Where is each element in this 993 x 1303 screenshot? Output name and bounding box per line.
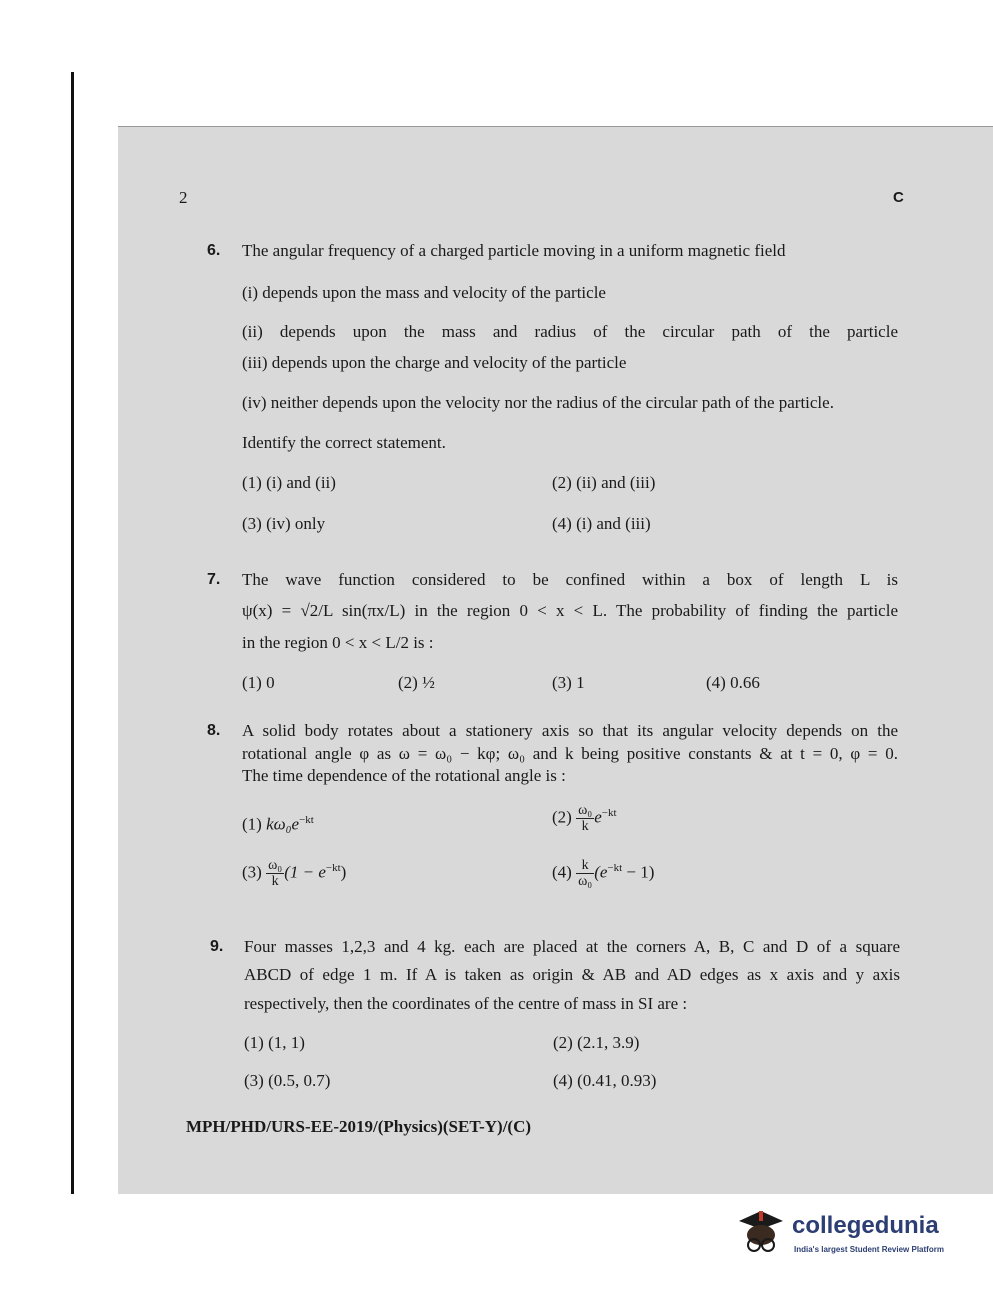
option-1: (1) 0: [242, 673, 275, 692]
option-expression: e: [594, 807, 602, 827]
question-line-2: ABCD of edge 1 m. If A is taken as origin & AB and AD edges as x axis and y axis: [244, 965, 900, 984]
option-1: (1) (i) and (ii): [242, 473, 336, 492]
question-number: 8.: [207, 722, 221, 739]
option-3: [242, 858, 346, 889]
option-2: (2) (ii) and (iii): [552, 473, 656, 492]
statement-ii: (ii) depends upon the mass and radius of the circular path of the particle: [242, 322, 898, 341]
question-line-3: in the region 0 < x < L/2 is :: [242, 633, 434, 652]
set-code: C: [893, 189, 904, 206]
fraction: [576, 803, 594, 834]
option-expression: (1 − e: [284, 862, 326, 882]
option-3: (3) (iv) only: [242, 514, 326, 533]
exponent: −kt: [325, 862, 341, 874]
option-2: (2) ½: [398, 673, 435, 692]
option-4: (4) 0.66: [706, 673, 760, 692]
option-1: (1) (1, 1): [244, 1033, 305, 1052]
option-expression: (e: [594, 862, 608, 882]
option-2: (2) (2.1, 3.9): [553, 1033, 640, 1052]
statement-iii: (iii) depends upon the charge and velocity of the particle: [242, 353, 627, 372]
fraction: [266, 858, 284, 889]
option-label: (2): [552, 807, 572, 827]
option-3: (3) (0.5, 0.7): [244, 1071, 331, 1090]
paper-code-footer: MPH/PHD/URS-EE-2019/(Physics)(SET-Y)/(C): [186, 1117, 532, 1136]
collegedunia-logo-icon: [735, 1207, 787, 1255]
option-4: (4) (0.41, 0.93): [553, 1071, 657, 1090]
denominator: ω₀: [578, 874, 593, 890]
collegedunia-tagline: India's largest Student Review Platform: [794, 1245, 944, 1254]
collegedunia-brand: collegedunia: [792, 1212, 939, 1239]
statement-iv: (iv) neither depends upon the velocity nor the radius of the circular path of the particle.: [242, 393, 834, 412]
question-line-1: The wave function considered to be confined within a box of length L is: [242, 570, 898, 589]
question-number: 9.: [210, 938, 224, 955]
page-number: 2: [179, 188, 188, 207]
closing-term: − 1): [622, 862, 655, 882]
question-number: 6.: [207, 242, 221, 259]
question-line-2: ψ(x) = √2/L sin(πx/L) in the region 0 < x < L. The probability of finding the particle: [242, 601, 898, 620]
option-1: [242, 810, 314, 835]
statement-i: (i) depends upon the mass and velocity of the particle: [242, 283, 606, 302]
question-line-1: A solid body rotates about a stationery axis so that its angular velocity depends on the: [242, 721, 898, 740]
question-line-3: respectively, then the coordinates of the centre of mass in SI are :: [244, 994, 688, 1013]
question-number: 7.: [207, 571, 221, 588]
question-line-2: rotational angle φ as ω = ω₀ − kφ; ω₀ and k being positive constants & at t = 0, φ = 0.: [242, 744, 898, 763]
option-expression: kω₀e: [266, 814, 300, 834]
question-stem: The angular frequency of a charged particle moving in a uniform magnetic field: [242, 241, 786, 260]
scan-edge-line: [71, 72, 74, 1194]
option-label: (4): [552, 862, 572, 882]
exponent: −kt: [601, 807, 617, 819]
option-2: [552, 803, 617, 834]
option-label: (3): [242, 862, 262, 882]
page-top-edge: [118, 126, 993, 127]
fraction: [576, 858, 594, 889]
numerator: k: [576, 858, 594, 874]
numerator: ω₀: [578, 803, 593, 819]
question-line-3: The time dependence of the rotational angle is :: [242, 766, 566, 785]
numerator: ω₀: [268, 858, 283, 874]
exponent: −kt: [607, 862, 623, 874]
denominator: k: [271, 874, 279, 890]
denominator: k: [581, 819, 589, 835]
closing-paren: ): [340, 862, 347, 882]
question-line-1: Four masses 1,2,3 and 4 kg. each are placed at the corners A, B, C and D of a square: [244, 937, 900, 956]
option-4: [552, 858, 654, 889]
question-prompt: Identify the correct statement.: [242, 433, 446, 452]
option-3: (3) 1: [552, 673, 585, 692]
option-4: (4) (i) and (iii): [552, 514, 651, 533]
exponent: −kt: [299, 814, 314, 826]
option-label: (1): [242, 814, 262, 834]
